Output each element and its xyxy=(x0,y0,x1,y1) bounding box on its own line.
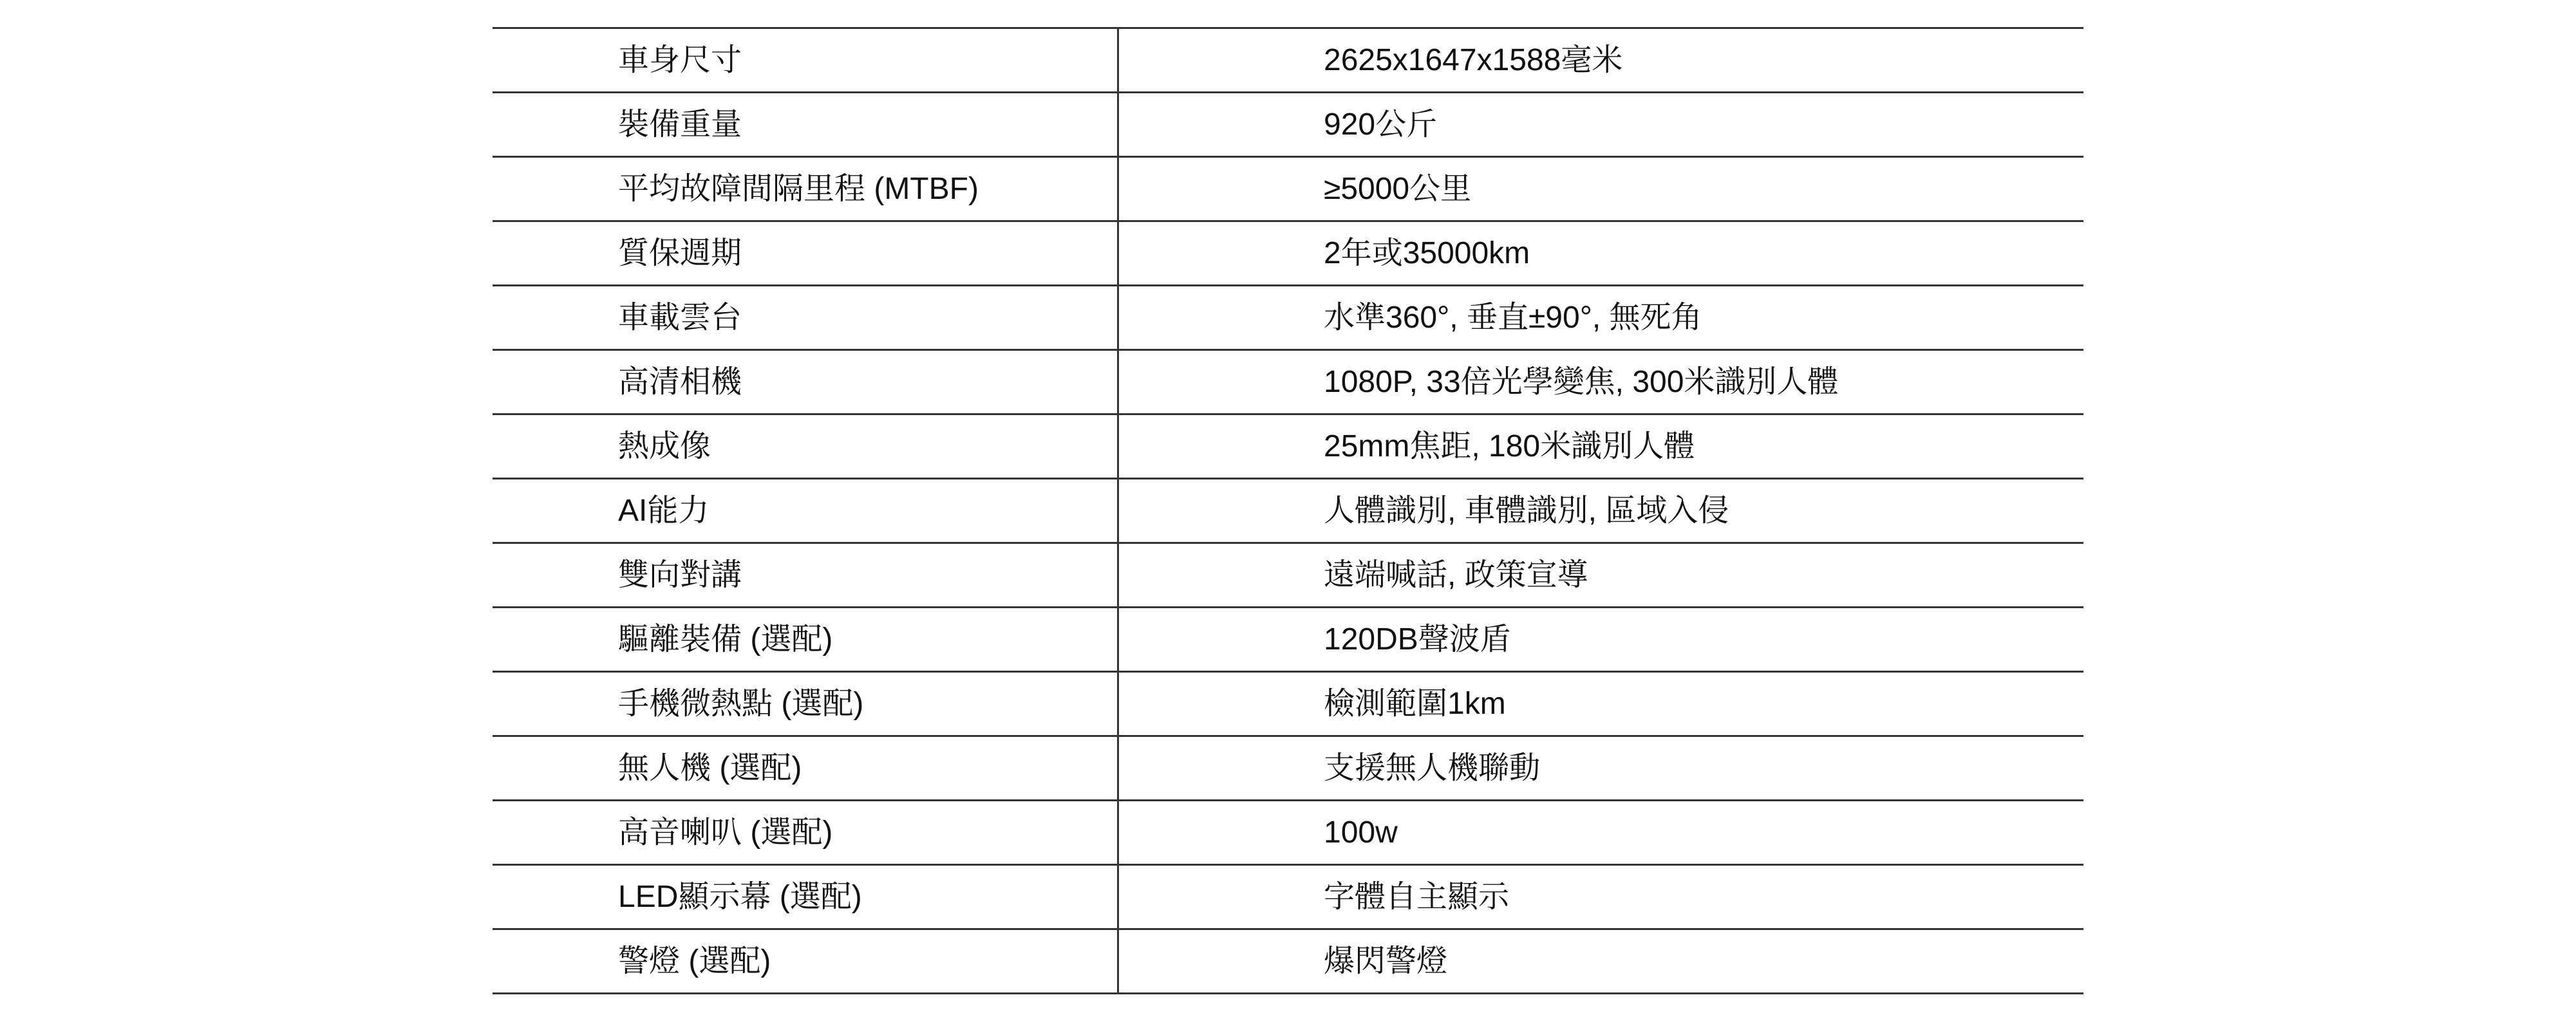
table-row xyxy=(493,222,2083,286)
table-row xyxy=(493,673,2083,737)
spec-name-cell: 裝備重量 xyxy=(493,93,1119,156)
spec-value-cell: 1080P, 33倍光學變焦, 300米識別人體 xyxy=(1324,364,1839,399)
spec-name-cell: 平均故障間隔里程 (MTBF) xyxy=(493,158,1119,220)
spec-table xyxy=(493,27,2083,994)
table-row xyxy=(493,608,2083,673)
table-row xyxy=(493,930,2083,994)
spec-value-cell: 25mm焦距, 180米識別人體 xyxy=(1324,429,1695,463)
table-row xyxy=(493,29,2083,93)
spec-name-cell: 警燈 (選配) xyxy=(493,930,1119,992)
table-row xyxy=(493,866,2083,930)
spec-value-cell: 字體自主顯示 xyxy=(1324,879,1510,914)
spec-value-cell: 2625x1647x1588毫米 xyxy=(1324,42,1623,77)
table-row xyxy=(493,158,2083,222)
spec-value-cell: 2年或35000km xyxy=(1324,236,1530,270)
spec-value-cell: 120DB聲波盾 xyxy=(1324,622,1511,656)
spec-name-cell: AI能力 xyxy=(493,479,1119,542)
spec-value-cell: 920公斤 xyxy=(1324,107,1438,142)
spec-name-cell: 手機微熱點 (選配) xyxy=(493,673,1119,735)
table-row xyxy=(493,479,2083,544)
spec-name-cell: 熱成像 xyxy=(493,415,1119,478)
spec-value-cell: 遠端喊話, 政策宣導 xyxy=(1324,557,1588,592)
table-row xyxy=(493,415,2083,479)
spec-name-cell: 無人機 (選配) xyxy=(493,737,1119,799)
spec-name-cell: 高清相機 xyxy=(493,351,1119,413)
spec-value-cell: 人體識別, 車體識別, 區域入侵 xyxy=(1324,493,1729,528)
spec-name-cell: 驅離裝備 (選配) xyxy=(493,608,1119,671)
table-row xyxy=(493,351,2083,415)
table-row xyxy=(493,801,2083,866)
spec-name-cell: 質保週期 xyxy=(493,222,1119,284)
spec-name-cell: 車身尺寸 xyxy=(493,29,1119,91)
table-row xyxy=(493,737,2083,801)
spec-name-cell: 雙向對講 xyxy=(493,544,1119,606)
spec-value-cell: 檢測範圍1km xyxy=(1324,686,1506,721)
spec-name-cell: 高音喇叭 (選配) xyxy=(493,801,1119,864)
spec-name-cell: LED顯示幕 (選配) xyxy=(493,866,1119,928)
table-row xyxy=(493,286,2083,351)
spec-value-cell: 爆閃警燈 xyxy=(1324,944,1448,978)
spec-name-cell: 車載雲台 xyxy=(493,286,1119,349)
spec-value-cell: 100w xyxy=(1324,815,1398,850)
table-row xyxy=(493,93,2083,158)
spec-value-cell: 水準360°, 垂直±90°, 無死角 xyxy=(1324,300,1702,335)
spec-value-cell: ≥5000公里 xyxy=(1324,171,1472,206)
table-row xyxy=(493,544,2083,608)
spec-value-cell: 支援無人機聯動 xyxy=(1324,750,1541,785)
